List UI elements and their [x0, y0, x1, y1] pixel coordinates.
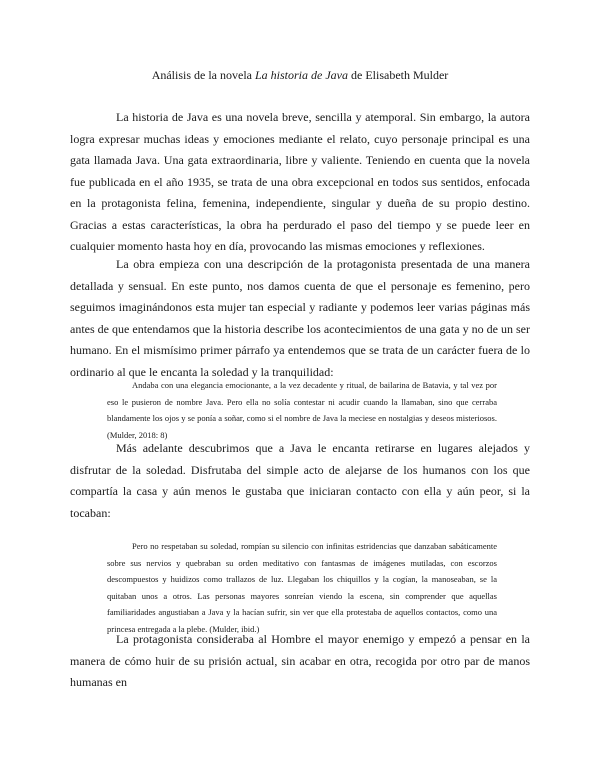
paragraph-2: La obra empieza con una descripción de la protagonista presentada de una manera detallada y sensual. En este punto, nos damos cuenta de que el personaje es femenino, pero seguimos imaginándonos esta mujer tan especial y radiante y podemos leer varias páginas más antes de que entendamos que la historia describe los acontecimientos de una gata y no de un ser humano. En el mismísimo primer párrafo ya entendemos que se trata de un carácter fuera de lo ordinario al que le encanta la soledad y la tranquilidad: [70, 257, 530, 379]
title-book-name: La historia de Java [255, 68, 348, 82]
document-title [0, 68, 600, 82]
paragraph-3: Más adelante descubrimos que a Java le encanta retirarse en lugares alejados y disfrutar de la soledad. Disfrutaba del simple acto de alejarse de los humanos con los que compartía la casa y aún menos le gustaba que iniciaran contacto con ella y aún peor, si la tocaban: [70, 441, 530, 520]
block-quote-1: Andaba con una elegancia emocionante, a la vez decadente y ritual, de bailarina de Batavia, y tal vez por eso le pusieron de nombre Java. Pero ella no solía contestar ni acudir cuando la llamaban, sino que cerraba blandamente los ojos y se ponía a soñar, como si el nombre de Java la meciese en nostalgias y deseos misteriosos. (Mulder, 2018: 8) [107, 380, 497, 440]
title-prefix: Análisis de la novela [151, 68, 255, 82]
paragraph-1: La historia de Java es una novela breve, sencilla y atemporal. Sin embargo, la autora logra expresar muchas ideas y emociones mediante el relato, cuyo personaje principal es una gata llamada Java. Una gata extraordinaria, libre y valiente. Teniendo en cuenta que la novela fue publicada en el año 1935, se trata de una obra excepcional en todos sus sentidos, enfocada en la protagonista felina, femenina, independiente, singular y dueña de su propio destino. Gracias a estas características, la obra ha perdurado el paso del tiempo y se puede leer en cualquier momento hasta hoy en día, provocando las mismas emociones y reflexiones. [70, 110, 530, 253]
block-quote-2: Pero no respetaban su soledad, rompían su silencio con infinitas estridencias que danzaban sabáticamente sobre sus nervios y quebraban su orden meditativo con fantasmas de imágenes mutiladas, con escorzos descompuestos y huidizos como trallazos de luz. Llegaban los chiquillos y la cogían, la manoseaban, se la quitaban unos a otros. Las personas mayores sonreían viendo la escena, sin comprender que aquellas familiaridades angustiaban a Java y la hacían sufrir, sin ver que ella protestaba de aquellos contactos, como una princesa entregada a la plebe. (Mulder, ibid.) [107, 541, 497, 634]
paragraph-4: La protagonista consideraba al Hombre el mayor enemigo y empezó a pensar en la manera de cómo huir de su prisión actual, sin acabar en otra, recogida por otro par de manos humanas en [70, 632, 530, 689]
title-suffix: de Elisabeth Mulder [348, 68, 449, 82]
